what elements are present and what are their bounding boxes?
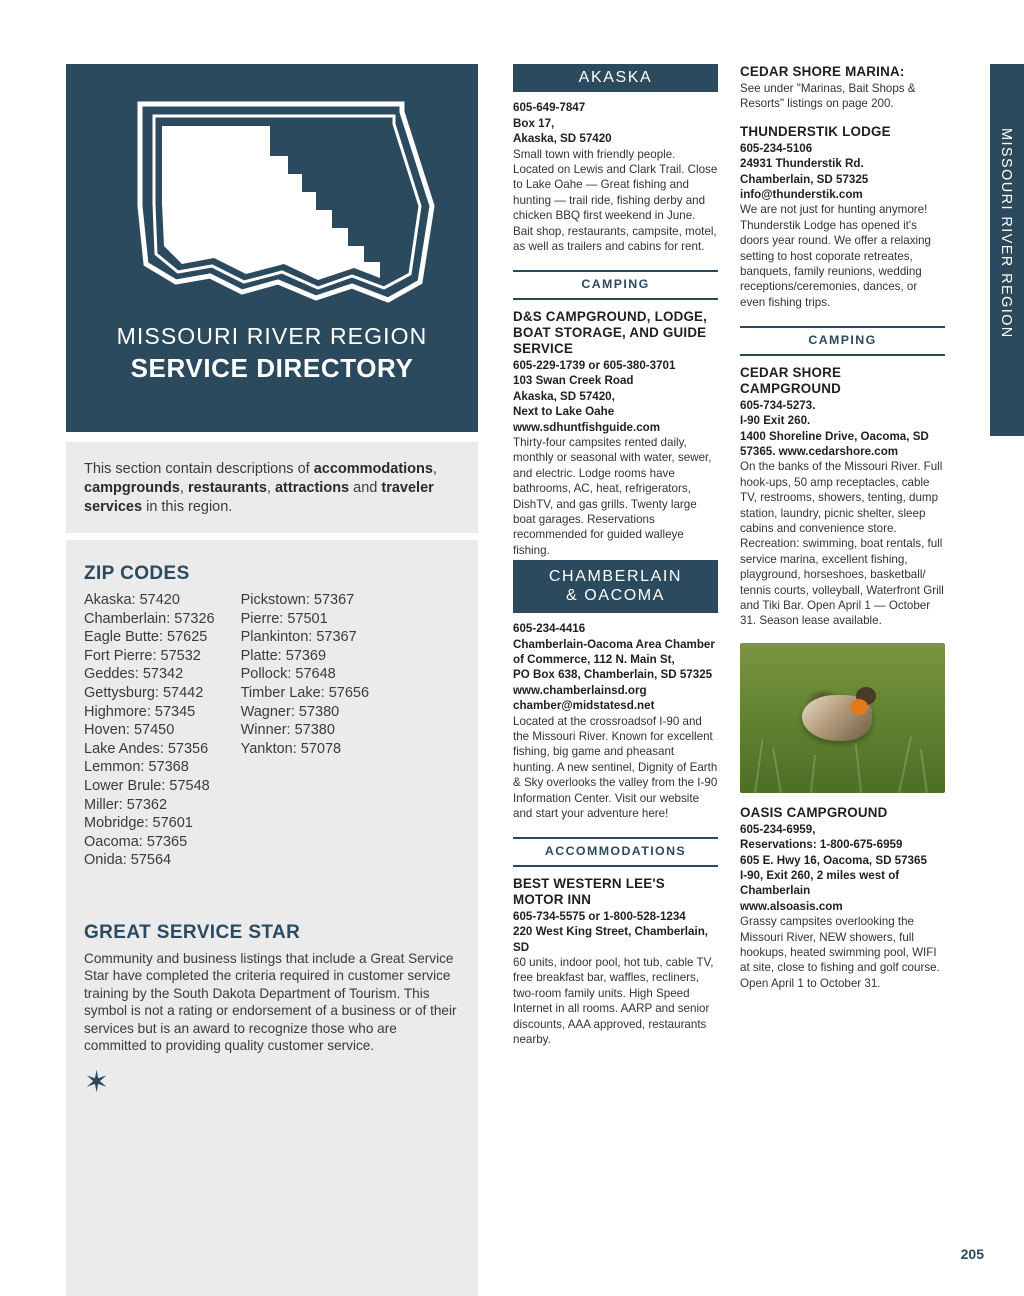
chamber-body: Located at the crossroadsof I-90 and the Missouri River. Known for excellent fishing, big game and pheasant hunting. A new sentinel, Dignity of Earth & Sky overlooks the valley from the I-90 Information Center. Visit our website and start your adventure here! xyxy=(513,714,718,821)
thunderstik-listing xyxy=(740,124,945,310)
hero-banner xyxy=(66,64,478,432)
oasis-campground-listing xyxy=(740,805,945,991)
cedar-shore-campground-line-3[interactable]: 57365. www.cedarshore.com xyxy=(740,444,899,458)
directory-column-middle xyxy=(513,64,718,1050)
zip-item: Pickstown: 57367 xyxy=(240,592,355,608)
intro-bold-attractions: attractions xyxy=(274,480,350,496)
great-service-star-body: Community and business listings that include a Great Service Star have completed the criteria required in customer service training by the South Dakota Department of Tourism. This symbol is not a rating or endorsement of a business or of their services but is an award to recognize those who are committed to providing quality customer service. xyxy=(84,950,457,1053)
zip-codes-columns xyxy=(84,591,460,870)
hero-title xyxy=(66,323,478,384)
grass-blade xyxy=(754,739,763,793)
south-dakota-map-icon xyxy=(102,86,452,326)
best-western-listing xyxy=(513,876,718,1048)
left-column xyxy=(66,64,478,1116)
intro-part1: This section contain descriptions of xyxy=(84,461,314,477)
chamber-email[interactable]: chamber@midstatesd.net xyxy=(513,699,655,713)
zip-item: Lake Andes: 57356 xyxy=(84,740,209,757)
bar-line-1: CHAMBERLAIN xyxy=(548,568,683,586)
grass-blade xyxy=(855,743,862,793)
star-icon: ✶ xyxy=(84,1065,110,1099)
cedar-shore-campground-title: CEDAR SHORE CAMPGROUND xyxy=(740,364,842,396)
ds-campground-listing xyxy=(513,309,718,558)
great-service-star-panel xyxy=(66,902,478,1116)
oasis-line-2: 605 E. Hwy 16, Oacoma, SD 57365 xyxy=(740,853,927,867)
oasis-title: OASIS CAMPGROUND xyxy=(740,804,888,820)
thunderstik-title: THUNDERSTIK LODGE xyxy=(740,123,891,139)
intro-bold-traveler-services: traveler services xyxy=(84,480,434,515)
region-side-tab-label: MISSOURI RIVER REGION xyxy=(998,128,1014,339)
zip-item: Yankton: 57078 xyxy=(240,740,342,757)
zip-item: Onida: 57564 xyxy=(84,852,172,869)
intro-part2: in this region. xyxy=(142,499,233,515)
intro-text xyxy=(84,460,460,517)
best-western-body: 60 units, indoor pool, hot tub, cable TV, free breakfast bar, waffles, recliners, two-room family units. High Speed Internet in all rooms. AARP and senior discounts, AAA approved, restaurants nearby. xyxy=(513,956,714,1047)
cedar-shore-campground-line-1: I-90 Exit 260. xyxy=(740,414,811,428)
cedar-shore-campground-phone: 605-734-5273. xyxy=(740,398,816,412)
zip-item: Winner: 57380 xyxy=(240,722,335,739)
prairie-chicken-photo xyxy=(740,643,945,793)
ds-campground-phone: 605-229-1739 or 605-380-3701 xyxy=(513,358,676,372)
zip-item: Akaska: 57420 xyxy=(84,592,180,608)
akaska-address-1: Box 17, xyxy=(513,116,555,130)
oasis-line-1: Reservations: 1-800-675-6959 xyxy=(740,838,903,852)
akaska-listing xyxy=(513,100,718,254)
best-western-phone: 605-734-5575 or 1-800-528-1234 xyxy=(513,909,686,923)
zip-item: Highmore: 57345 xyxy=(84,703,196,720)
cedar-shore-campground-body: On the banks of the Missouri River. Full hook-ups, 50 amp receptacles, cable TV, restrooms, showers, tenting, dump station, laundry, picnic shelter, sleep cabins and convenience store. Recreation: swimming, boat rentals, full service marina, excellent fishing, playground, horseshoes, basketball/ tennis courts, volleyball, Waterfront Grill and Tiki Bar. Open April 1 — October 31. Season lease available. xyxy=(740,460,944,628)
oasis-website[interactable]: www.alsoasis.com xyxy=(740,899,843,913)
region-side-tab xyxy=(990,64,1024,436)
zip-item: Lower Brule: 57548 xyxy=(84,777,210,794)
zip-item: Hoven: 57450 xyxy=(84,722,175,739)
zip-item: Lemmon: 57368 xyxy=(84,759,189,776)
grass-blade xyxy=(898,736,912,793)
zip-item: Miller: 57362 xyxy=(84,796,168,813)
zip-item: Plankinton: 57367 xyxy=(240,629,357,646)
zip-item: Gettysburg: 57442 xyxy=(84,684,204,701)
chamber-phone: 605-234-4416 xyxy=(513,622,586,636)
thunderstik-body: We are not just for hunting anymore! Thunderstik Lodge has opened it's doors year round. We offer a relaxing setting to host coporate retreates, banquets, family reunions, wedding receptions/ceremonies, dances, or even fishing trips. xyxy=(740,203,931,309)
cedar-shore-marina-listing xyxy=(740,64,945,112)
oasis-line-4: Chamberlain xyxy=(740,884,811,898)
chamber-of-commerce-listing xyxy=(513,621,718,821)
zip-item: Fort Pierre: 57532 xyxy=(84,647,201,664)
ds-campground-address-3: Next to Lake Oahe xyxy=(513,405,615,419)
cedar-shore-marina-body: See under "Marinas, Bait Shops & Resorts" listings on page 200. xyxy=(740,82,916,111)
intro-sep1: , xyxy=(432,461,437,477)
hero-title-line2: SERVICE DIRECTORY xyxy=(130,353,414,383)
section-bar-chamberlain-oacoma xyxy=(513,560,718,613)
zip-item: Oacoma: 57365 xyxy=(84,833,188,850)
ds-campground-website[interactable]: www.sdhuntfishguide.com xyxy=(513,420,661,434)
grass-blade xyxy=(772,747,782,792)
great-service-star-heading: GREAT SERVICE STAR xyxy=(84,921,301,943)
zip-item: Chamberlain: 57326 xyxy=(84,610,215,627)
oasis-phone: 605-234-6959, xyxy=(740,822,816,836)
subhead-accommodations-middle: ACCOMMODATIONS xyxy=(513,837,718,866)
cedar-shore-campground-line-2: 1400 Shoreline Drive, Oacoma, SD xyxy=(740,429,929,443)
zip-codes-column-2 xyxy=(241,591,369,870)
best-western-address-2: SD xyxy=(513,940,530,954)
bird-air-sac xyxy=(850,699,868,715)
chamber-line-2: of Commerce, 112 N. Main St, xyxy=(513,652,675,666)
chamber-line-1: Chamberlain-Oacoma Area Chamber xyxy=(513,637,715,651)
page-number: 205 xyxy=(960,1246,984,1262)
akaska-address-2: Akaska, SD 57420 xyxy=(513,132,612,146)
bar-line-2: & OACOMA xyxy=(565,587,666,605)
thunderstik-address-2: Chamberlain, SD 57325 xyxy=(740,172,869,186)
intro-bold-campgrounds: campgrounds xyxy=(84,480,180,496)
intro-panel xyxy=(66,442,478,533)
best-western-address-1: 220 West King Street, Chamberlain, xyxy=(513,925,709,939)
chamber-line-3: PO Box 638, Chamberlain, SD 57325 xyxy=(513,668,713,682)
oasis-body: Grassy campsites overlooking the Missouri River, NEW showers, full hookups, heated swimming pool, WIFI at site, close to fishing and golf course. Open April 1 to October 31. xyxy=(740,915,940,990)
zip-codes-column-1 xyxy=(84,591,215,870)
akaska-body: Small town with friendly people. Located on Lewis and Clark Trail. Close to Lake Oahe — Great fishing and hunting — trail ride, fishing derby and chicken BBQ first weekend in June. Bait shop, restaurants, campsite, motel, as well as trailers and cabins for rent. xyxy=(513,147,718,254)
intro-bold-restaurants: restaurants xyxy=(187,480,267,496)
grass-blade xyxy=(810,755,816,793)
zip-item: Pierre: 57501 xyxy=(240,610,328,627)
intro-sep4: and xyxy=(349,480,382,496)
grass-blade xyxy=(920,749,928,793)
intro-sep2: , xyxy=(179,480,188,496)
zip-item: Pollock: 57648 xyxy=(240,666,336,683)
zip-item: Platte: 57369 xyxy=(240,647,327,664)
cedar-shore-campground-listing xyxy=(740,365,945,629)
chamber-website[interactable]: www.chamberlainsd.org xyxy=(513,683,647,697)
zip-codes-heading: ZIP CODES xyxy=(84,563,190,584)
akaska-phone: 605-649-7847 xyxy=(513,101,586,115)
best-western-title: BEST WESTERN LEE'S MOTOR INN xyxy=(513,875,665,907)
zip-item: Geddes: 57342 xyxy=(84,666,184,683)
thunderstik-phone: 605-234-5106 xyxy=(740,141,813,155)
zip-item: Mobridge: 57601 xyxy=(84,815,193,832)
ds-campground-address-1: 103 Swan Creek Road xyxy=(513,374,634,388)
zip-item: Eagle Butte: 57625 xyxy=(84,629,208,646)
zip-item: Wagner: 57380 xyxy=(240,703,340,720)
zip-item: Timber Lake: 57656 xyxy=(240,684,370,701)
intro-sep3: , xyxy=(266,480,275,496)
intro-bold-accommodations: accommodations xyxy=(313,461,433,477)
subhead-camping-right: CAMPING xyxy=(740,326,945,355)
subhead-camping-middle: CAMPING xyxy=(513,270,718,299)
ds-campground-address-2: Akaska, SD 57420, xyxy=(513,389,615,403)
thunderstik-email[interactable]: info@thunderstik.com xyxy=(740,188,863,202)
cedar-shore-marina-title: CEDAR SHORE MARINA: xyxy=(740,64,905,79)
directory-column-right xyxy=(740,64,945,993)
oasis-line-3: I-90, Exit 260, 2 miles west of xyxy=(740,869,900,882)
section-bar-akaska: AKASKA xyxy=(513,64,718,92)
ds-campground-title: D&S CAMPGROUND, LODGE, BOAT STORAGE, AND GUIDE SERVICE xyxy=(513,308,708,356)
thunderstik-address-1: 24931 Thunderstik Rd. xyxy=(740,157,864,171)
zip-codes-panel xyxy=(66,543,478,892)
ds-campground-body: Thirty-four campsites rented daily, monthly or seasonal with water, sewer, and electric. Lodge rooms have bathrooms, AC, heat, refrigerators, DishTV, and gas grills. Twenty large boat garages. Reservations recommended for guided walleye fishing. xyxy=(513,435,712,557)
hero-title-line1: MISSOURI RIVER REGION xyxy=(116,323,428,349)
